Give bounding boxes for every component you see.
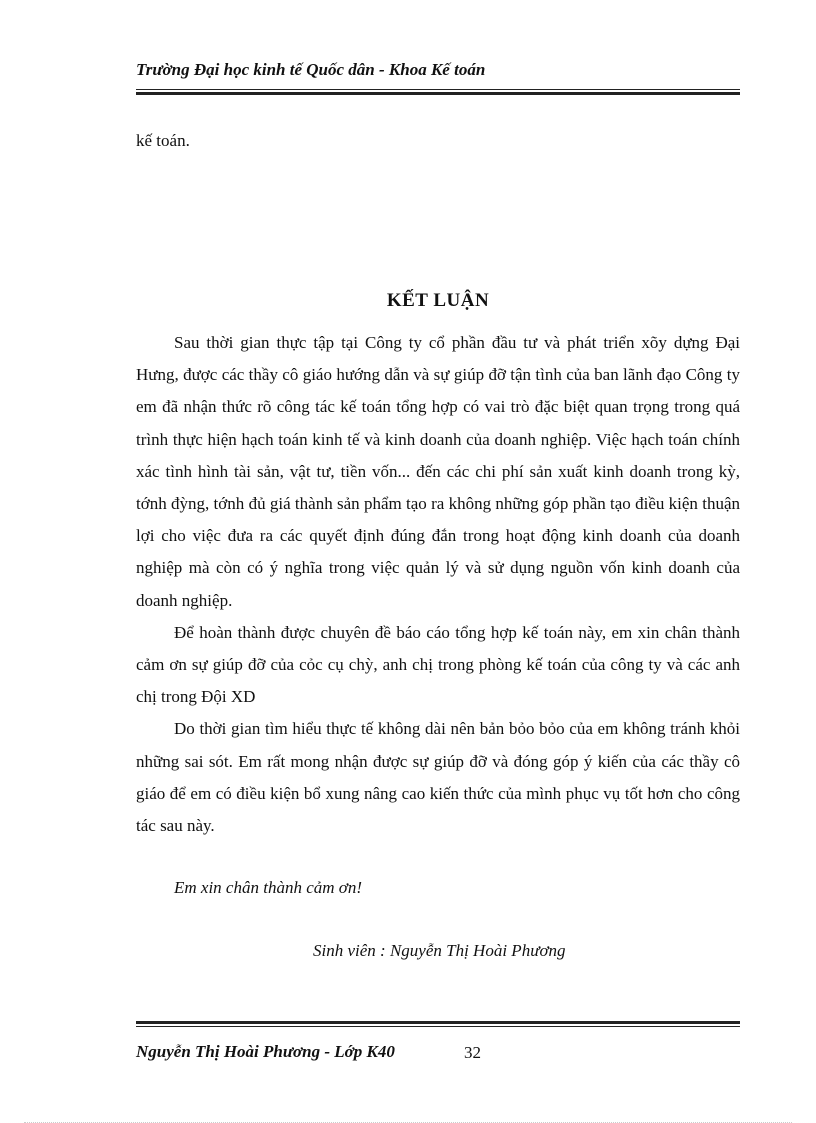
body-text xyxy=(136,327,740,842)
page-number: 32 xyxy=(464,1043,481,1062)
header-rule-thin xyxy=(136,89,740,90)
footer-rule-thin xyxy=(136,1026,740,1027)
section-heading: KẾT LUẬN xyxy=(386,290,490,311)
paragraph: Để hoàn thành được chuyên đề báo cáo tổng hợp kế toán này, em xin chân thành cảm ơn sự giúp đỡ của cỏc cụ chỳ, anh chị trong phòng kế toán của công ty và các anh chị trong Đội XD xyxy=(136,622,740,707)
footer-author: Nguyễn Thị Hoài Phương - Lớp K40 xyxy=(136,1042,395,1061)
paragraph: Do thời gian tìm hiểu thực tế không dài nên bản bỏo bỏo của em không tránh khỏi những sai sót. Em rất mong nhận được sự giúp đỡ và đóng góp ý kiến của các thầy cô giáo để em có điều kiện bổ xung nâng cao kiến thức của mình phục vụ tốt hơn cho công tác sau này. xyxy=(136,719,740,836)
header-rule-thick xyxy=(136,92,740,95)
footer-rule-thick xyxy=(136,1021,740,1024)
paragraph: Sau thời gian thực tập tại Công ty cổ phần đầu tư và phát triển xõy dựng Đại Hưng, được các thầy cô giáo hướng dẫn và sự giúp đỡ tận tình của ban lãnh đạo Công ty em đã nhận thức rõ công tác kế toán tổng hợp có vai trò đặc biệt quan trọng trong quá trình thực hiện hạch toán kinh tế và kinh doanh của doanh nghiệp. Việc hạch toán chính xác tình hình tài sản, vật tư, tiền vốn... đến các chi phí sản xuất kinh doanh trong kỳ, tớnh đỳng, tớnh đủ giá thành sản phẩm tạo ra không những góp phần tạo điều kiện thuận lợi cho việc đưa ra các quyết định đúng đắn trong hoạt động kinh doanh của doanh nghiệp mà còn có ý nghĩa trong việc quản lý và sử dụng nguồn vốn kinh doanh của doanh nghiệp. xyxy=(136,333,740,610)
continuation-text: kế toán. xyxy=(136,131,190,150)
header-title: Trường Đại học kinh tế Quốc dân - Khoa Kế toán xyxy=(136,60,486,79)
thanks-line: Em xin chân thành cảm ơn! xyxy=(174,878,363,897)
signature-line: Sinh viên : Nguyễn Thị Hoài Phương xyxy=(313,941,566,960)
